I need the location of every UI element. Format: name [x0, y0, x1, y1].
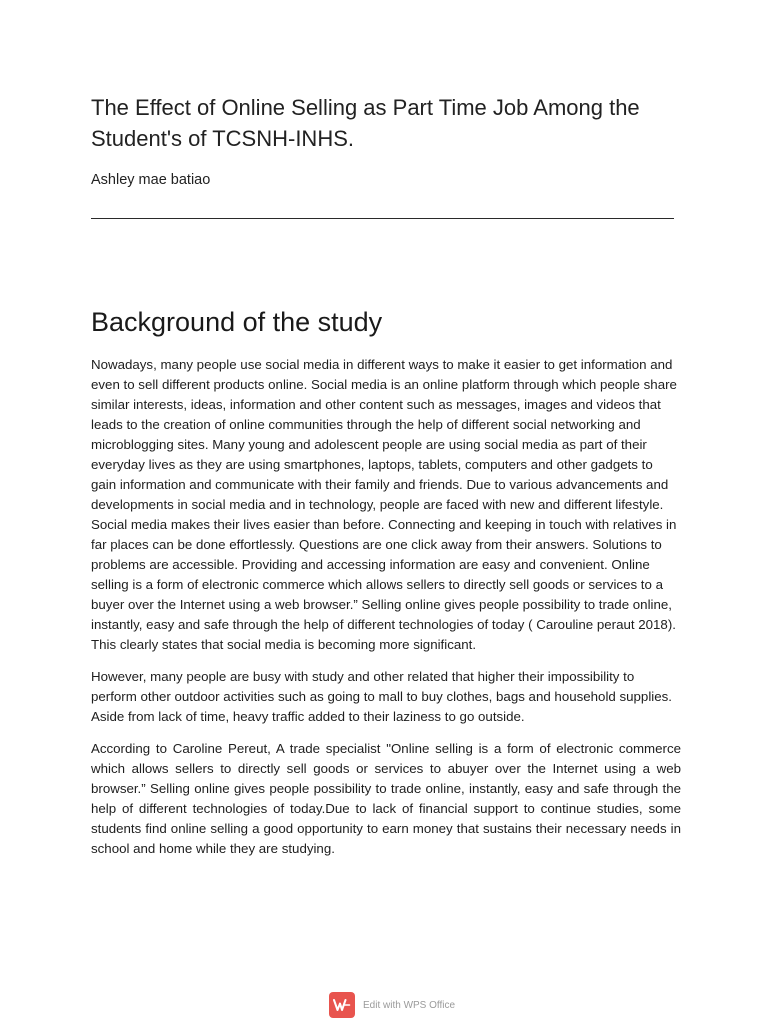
wps-edit-label: Edit with WPS Office — [363, 999, 456, 1011]
paragraph-3: According to Caroline Pereut, A trade specialist "Online selling is a form of electronic commerce which allows sellers to directly sell goods or services to abuyer over the Internet using a web browser.” Selling online gives people possibility to trade online, instantly, easy and safe through the help of different technologies of today.Due to lack of financial support to continue studies, some students find online selling a good opportunity to earn money that sustains their necessary needs in school and home while they are studying. — [91, 741, 681, 856]
horizontal-divider — [91, 218, 674, 219]
paragraph-1: Nowadays, many people use social media in different ways to make it easier to get information and even to sell different products online. Social media is an online platform through which people share similar interests, ideas, information and other content such as messages, images and videos that leads to the creation of online communities through the help of different social networking and microblogging sites. Many young and adolescent people are using social media as part of their everyday lives as they are using smartphones, laptops, tablets, computers and other gadgets to gain information and communicate with their family and friends. Due to various advancements and developments in social media and in technology, people are faced with new and different lifestyle. Social media makes their lives easier than before. Connecting and keeping in touch with relatives in far places can be done effortlessly. Questions are one click away from their answers. Solutions to problems are accessible. Providing and accessing information are easy and convenient. Online selling is a form of electronic commerce which allows sellers to directly sell goods or services to a buyer over the Internet using a web browser.” Selling online gives people possibility to trade online, instantly, easy and safe through the help of different technologies of today ( Carouline peraut 2018). This clearly states that social media is becoming more significant. — [91, 357, 677, 652]
document-title: The Effect of Online Selling as Part Time Job Among the Student's of TCSNH-INHS. — [91, 95, 640, 151]
paragraph-2: However, many people are busy with study and other related that higher their impossibility to perform other outdoor activities such as going to mall to buy clothes, bags and household supplies. Aside from lack of time, heavy traffic added to their laziness to go outside. — [91, 669, 672, 724]
body-text — [91, 355, 681, 871]
wps-edit-badge[interactable] — [329, 990, 455, 1020]
wps-office-icon — [329, 992, 355, 1018]
author-name: Ashley mae batiao — [91, 172, 211, 188]
section-heading: Background of the study — [91, 307, 383, 337]
